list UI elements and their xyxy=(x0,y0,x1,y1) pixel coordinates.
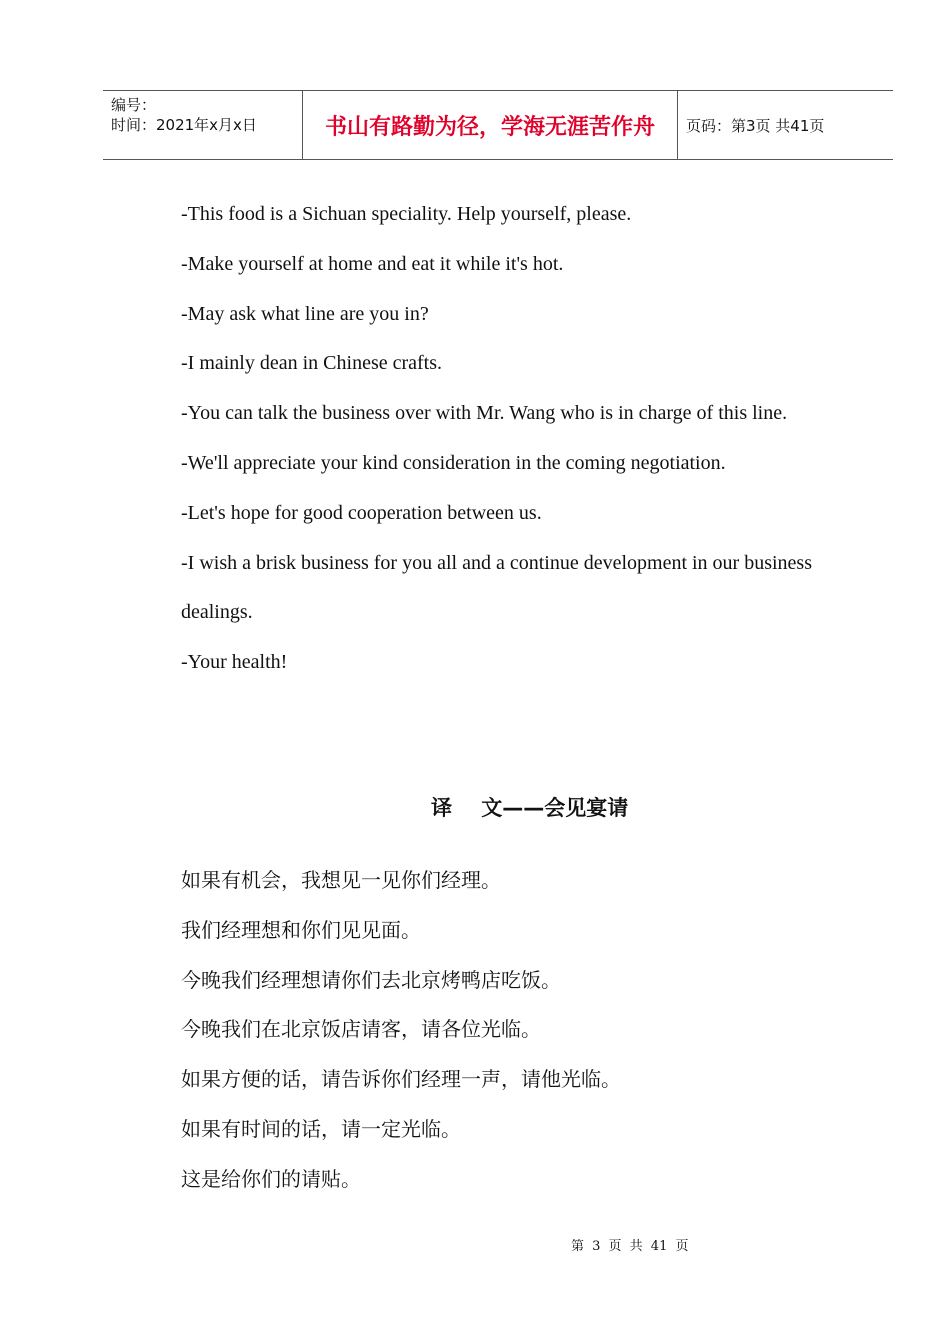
english-dialogue xyxy=(181,190,841,688)
page-header xyxy=(103,90,893,160)
header-motto: 书山有路勤为径，学海无涯苦作舟 xyxy=(303,91,678,159)
dialogue-line: -We'll appreciate your kind consideration in the coming negotiation. xyxy=(181,451,726,474)
header-page-info: 页码：第3页 共41页 xyxy=(686,116,825,135)
dialogue-line: -I mainly dean in Chinese crafts. xyxy=(181,352,443,375)
translation-line: 如果有时间的话，请一定光临。 xyxy=(181,1116,461,1141)
translation-line: 今晚我们经理想请你们去北京烤鸭店吃饭。 xyxy=(181,967,561,992)
dialogue-line: -This food is a Sichuan speciality. Help yourself, please. xyxy=(181,203,632,225)
serial-label: 编号： xyxy=(111,96,157,114)
header-meta xyxy=(103,91,303,159)
chinese-translation xyxy=(181,856,621,1205)
dialogue-line: -Let's hope for good cooperation between us. xyxy=(181,501,542,524)
translation-line: 如果有机会，我想见一见你们经理。 xyxy=(181,868,501,892)
date-text: 时间：2021年x月x日 xyxy=(111,116,257,134)
translation-line: 这是给你们的请贴。 xyxy=(181,1166,361,1191)
dialogue-line: -You can talk the business over with Mr. Wang who is in charge of this line. xyxy=(181,402,788,425)
dialogue-line: -Make yourself at home and eat it while it's hot. xyxy=(181,252,564,275)
dialogue-line: -May ask what line are you in? xyxy=(181,302,429,325)
translation-line: 如果方便的话，请告诉你们经理一声，请他光临。 xyxy=(181,1067,621,1092)
translation-line: 我们经理想和你们见见面。 xyxy=(181,917,421,942)
page-footer: 第 3 页 共 41 页 xyxy=(571,1239,689,1254)
dialogue-line: -Your health! xyxy=(181,651,288,674)
section-title: 译 文——会见宴请 xyxy=(431,796,629,820)
dialogue-line: -I wish a brisk business for you all and a continue development in our business dealings. xyxy=(181,551,812,624)
translation-line: 今晚我们在北京饭店请客，请各位光临。 xyxy=(181,1017,541,1042)
